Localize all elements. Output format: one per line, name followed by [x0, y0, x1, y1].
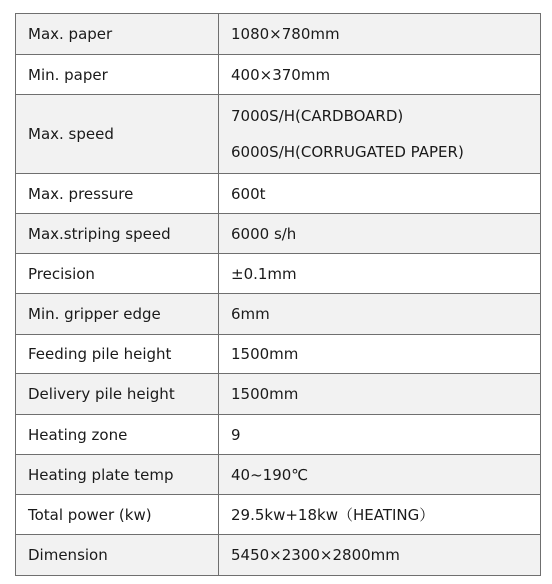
- spec-label: Heating zone: [16, 415, 219, 455]
- spec-label: Min. gripper edge: [16, 294, 219, 335]
- spec-value: [219, 14, 541, 55]
- spec-value-line: ±0.1mm: [231, 264, 297, 283]
- spec-row-min-gripper-edge: [16, 294, 541, 335]
- spec-value-line: 5450×2300×2800mm: [231, 546, 400, 564]
- spec-value: [219, 335, 541, 374]
- spec-value-line: 1500mm: [231, 385, 299, 403]
- spec-label: Feeding pile height: [16, 335, 219, 374]
- spec-label: Max.striping speed: [16, 214, 219, 254]
- spec-label: Max. pressure: [16, 174, 219, 214]
- spec-row-max-striping-speed: [16, 214, 541, 254]
- spec-value-line: 6000 s/h: [231, 224, 297, 243]
- spec-row-min-paper: [16, 55, 541, 95]
- spec-value-line: 6000S/H(CORRUGATED PAPER): [231, 143, 464, 161]
- spec-value-line: 400×370mm: [231, 65, 331, 84]
- spec-value: [219, 95, 541, 174]
- spec-row-heating-plate-temp: [16, 455, 541, 495]
- spec-value-line: 1500mm: [231, 345, 299, 363]
- spec-label: Min. paper: [16, 55, 219, 95]
- spec-value-line: 1080×780mm: [231, 25, 340, 43]
- spec-row-precision: [16, 254, 541, 294]
- spec-label: Delivery pile height: [16, 374, 219, 415]
- spec-row-total-power: [16, 495, 541, 535]
- spec-table-body: [16, 14, 541, 576]
- spec-value: [219, 174, 541, 214]
- spec-value: [219, 495, 541, 535]
- spec-value: [219, 214, 541, 254]
- spec-value: [219, 415, 541, 455]
- spec-value: [219, 294, 541, 335]
- spec-label: Precision: [16, 254, 219, 294]
- spec-value: [219, 455, 541, 495]
- spec-row-max-pressure: [16, 174, 541, 214]
- spec-row-dimension: [16, 535, 541, 576]
- spec-label: Total power (kw): [16, 495, 219, 535]
- spec-value-line: 29.5kw+18kw（HEATING）: [231, 505, 435, 524]
- spec-row-heating-zone: [16, 415, 541, 455]
- spec-value-line: 7000S/H(CARDBOARD): [231, 107, 404, 125]
- spec-value-line: 600t: [231, 184, 266, 203]
- spec-value: [219, 254, 541, 294]
- spec-row-max-paper: [16, 14, 541, 55]
- spec-value-line: 40~190℃: [231, 465, 309, 484]
- spec-row-feeding-pile-height: [16, 335, 541, 374]
- spec-value: [219, 535, 541, 576]
- spec-label: Max. paper: [16, 14, 219, 55]
- spec-label: Dimension: [16, 535, 219, 576]
- spec-value-line: 6mm: [231, 305, 270, 323]
- spec-label: Max. speed: [16, 95, 219, 174]
- spec-value: [219, 55, 541, 95]
- spec-value: [219, 374, 541, 415]
- spec-row-delivery-pile-height: [16, 374, 541, 415]
- spec-table: [15, 13, 541, 576]
- spec-label: Heating plate temp: [16, 455, 219, 495]
- spec-value-line: 9: [231, 425, 241, 444]
- spec-row-max-speed: [16, 95, 541, 174]
